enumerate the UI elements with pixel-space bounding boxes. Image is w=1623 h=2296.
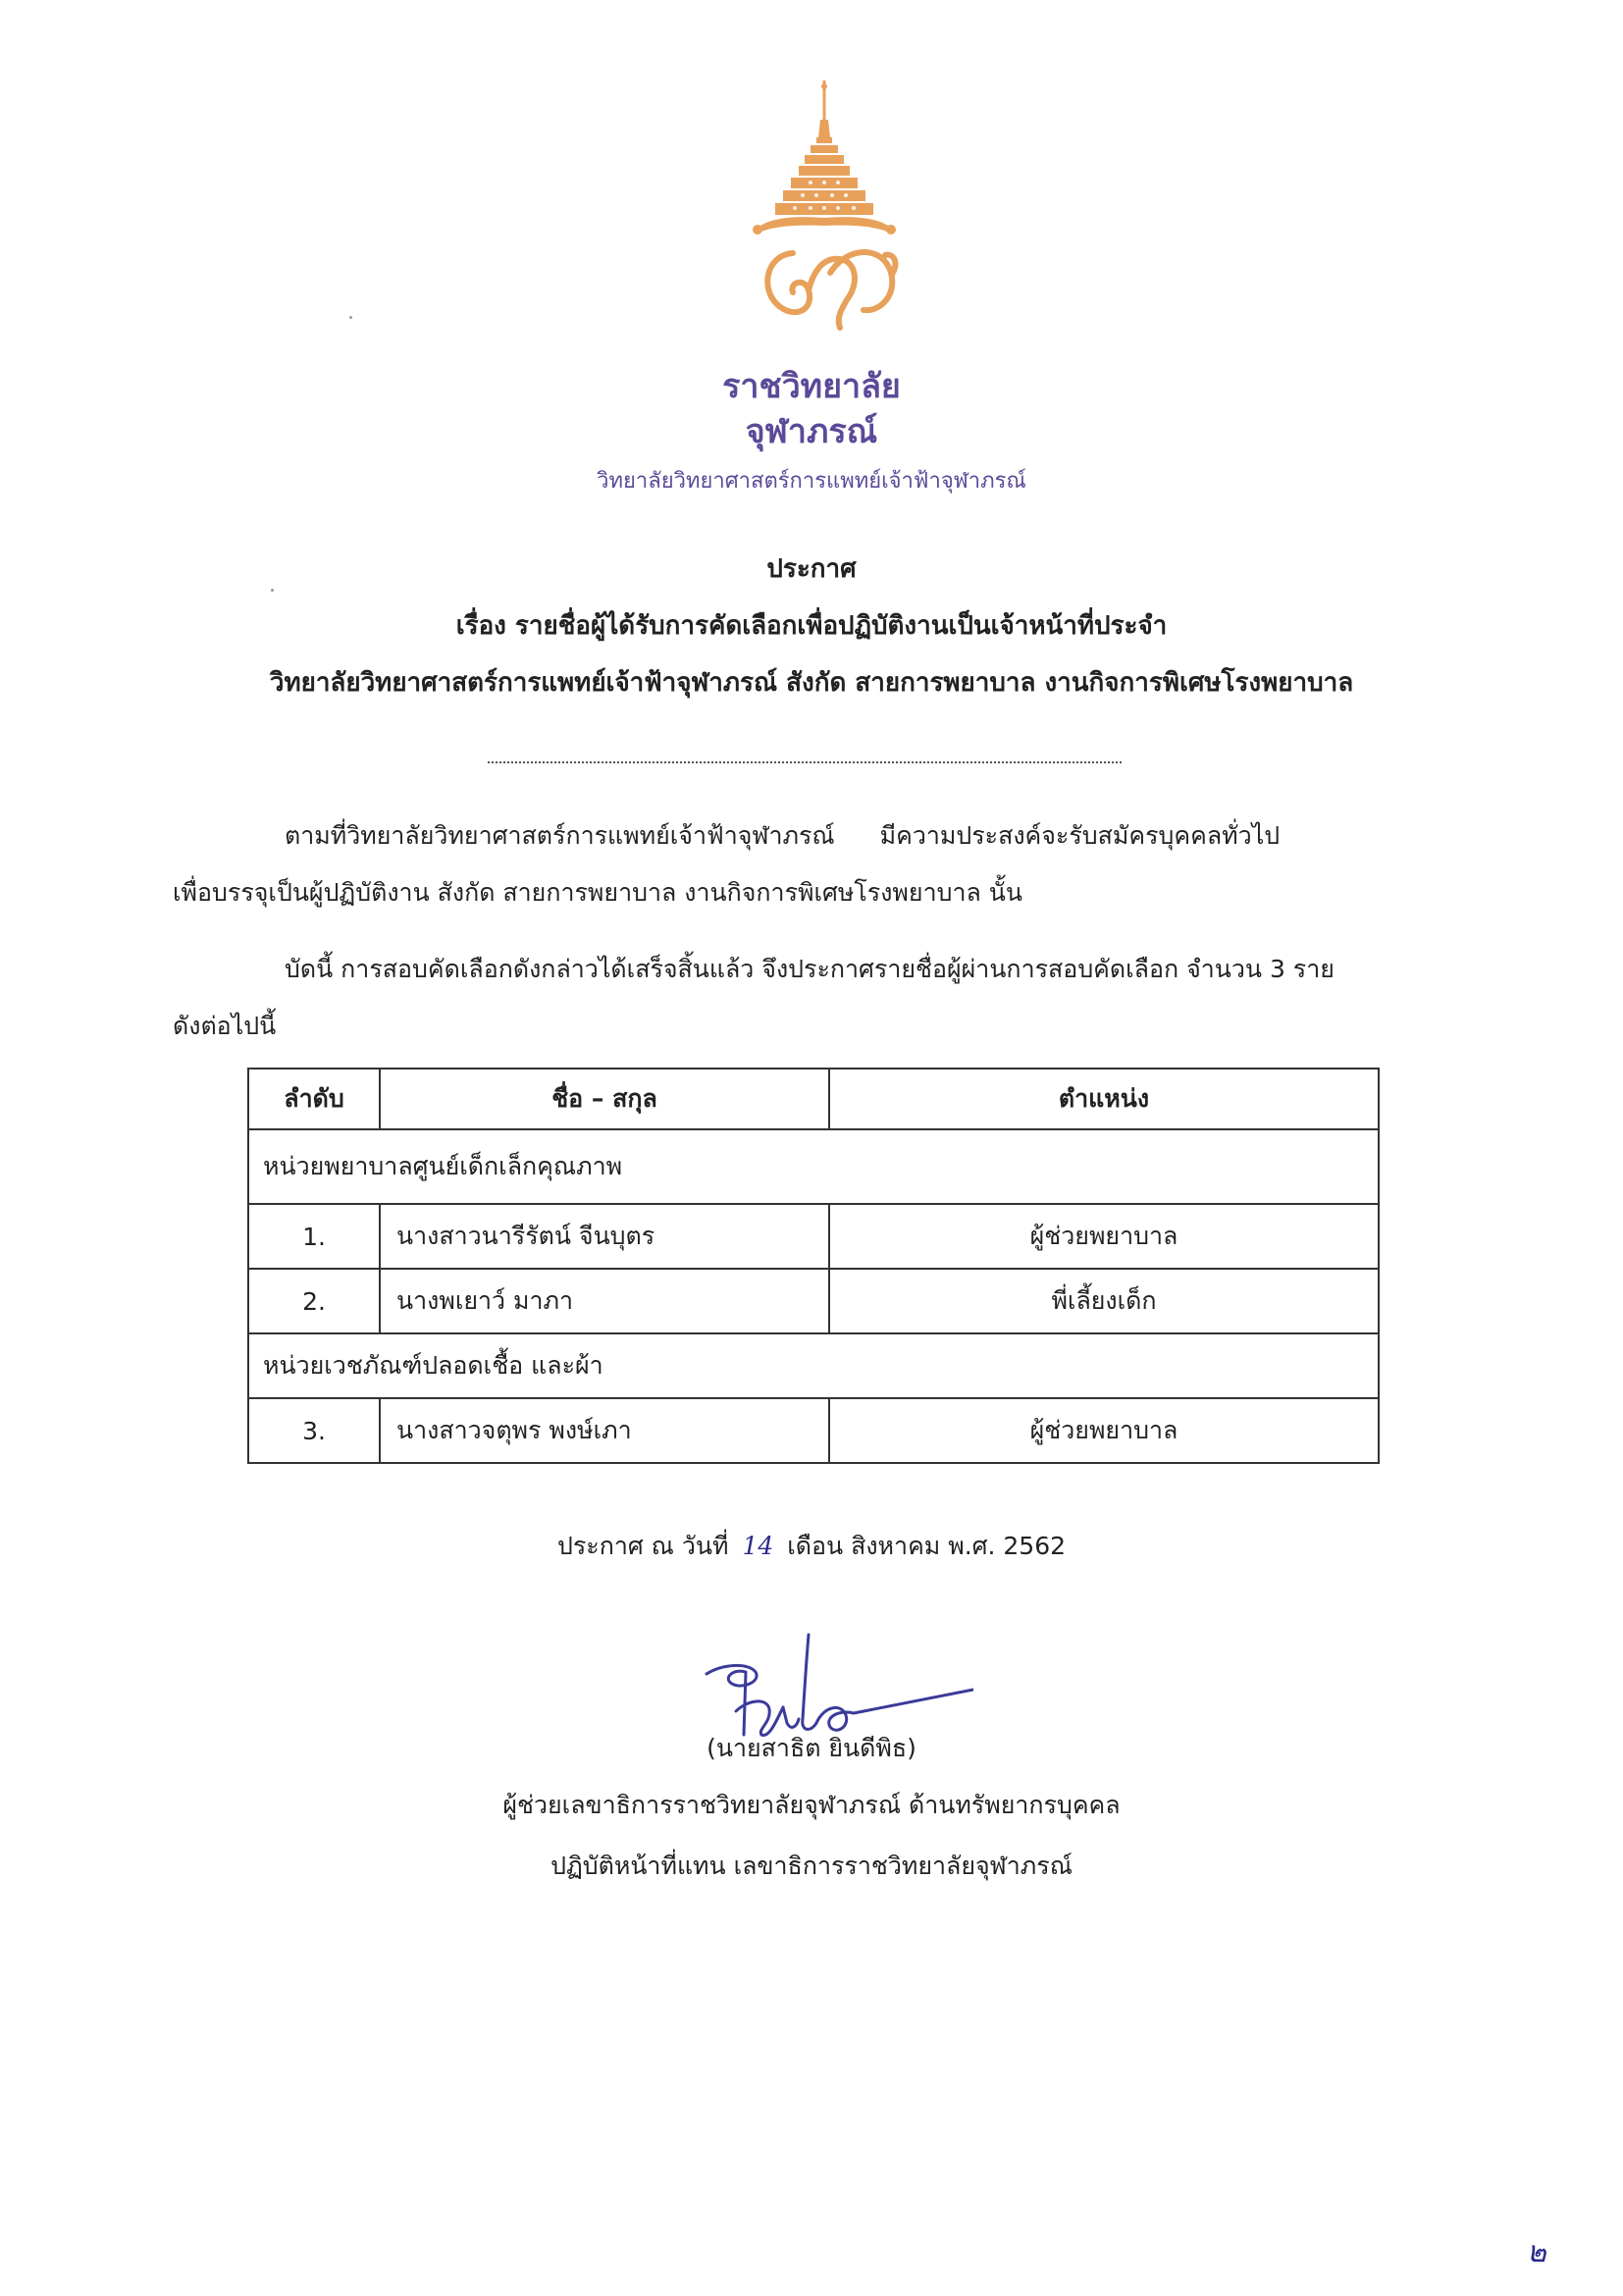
row-name: นางสาวนารีรัตน์ จีนบุตร [381, 1205, 830, 1268]
announcement-title: ประกาศ [766, 554, 857, 584]
date-suffix: เดือน สิงหาคม พ.ศ. 2562 [787, 1532, 1067, 1560]
row-number: 1. [249, 1205, 381, 1268]
scan-speck [271, 589, 274, 592]
table-row [249, 1397, 1378, 1462]
row-position: ผู้ช่วยพยาบาล [1029, 1222, 1178, 1250]
paragraph-1-part-1: ตามที่วิทยาลัยวิทยาศาสตร์การแพทย์เจ้าฟ้าจุฬาภรณ์ [285, 821, 835, 850]
table-unit-row [249, 1128, 1378, 1203]
row-name: นางพเยาว์ มาภา [381, 1270, 830, 1332]
paragraph-1-line-2: เพื่อบรรจุเป็นผู้ปฏิบัติงาน สังกัด สายการพยาบาล งานกิจการพิเศษโรงพยาบาล นั้น [173, 878, 1022, 907]
paragraph-2-line-2: ดังต่อไปนี้ [173, 1012, 277, 1040]
institution-subtitle: วิทยาลัยวิทยาศาสตร์การแพทย์เจ้าฟ้าจุฬาภรณ์ [597, 469, 1026, 494]
header-order: ลำดับ [249, 1070, 381, 1128]
header-name: ชื่อ – สกุล [381, 1070, 830, 1128]
row-position: ผู้ช่วยพยาบาล [1029, 1416, 1178, 1444]
table-header-row [249, 1070, 1378, 1128]
announcement-subject-line1: เรื่อง รายชื่อผู้ได้รับการคัดเลือกเพื่อปฏิบัติงานเป็นเจ้าหน้าที่ประจำ [455, 611, 1168, 641]
row-name: นางสาวจตุพร พงษ์เภา [381, 1399, 830, 1462]
handwritten-day: 14 [742, 1532, 774, 1560]
unit-label: หน่วยพยาบาลศูนย์เด็กเล็กคุณภาพ [263, 1152, 623, 1180]
signatory-title-line1: ผู้ช่วยเลขาธิการราชวิทยาลัยจุฬาภรณ์ ด้านทรัพยากรบุคคล [502, 1791, 1121, 1819]
dotted-divider [488, 761, 1122, 763]
crown-monogram-emblem-icon [746, 80, 903, 338]
page-mark: ๒ [1527, 2235, 1546, 2270]
unit-label: หน่วยเวชภัณฑ์ปลอดเชื้อ และผ้า [263, 1351, 603, 1380]
scan-speck [349, 316, 352, 319]
paragraph-1-part-2: มีความประสงค์จะรับสมัครบุคคลทั่วไป [879, 821, 1281, 850]
header-position: ตำแหน่ง [1058, 1084, 1150, 1113]
table-row [249, 1203, 1378, 1268]
selected-candidates-table [247, 1068, 1380, 1464]
row-number: 3. [249, 1399, 381, 1462]
institution-name-line2: จุฬาภรณ์ [745, 412, 878, 451]
table-unit-row [249, 1332, 1378, 1397]
table-row [249, 1268, 1378, 1332]
date-prefix: ประกาศ ณ วันที่ [556, 1532, 729, 1560]
row-position: พี่เลี้ยงเด็ก [1051, 1286, 1157, 1315]
announcement-subject-line2: วิทยาลัยวิทยาศาสตร์การแพทย์เจ้าฟ้าจุฬาภรณ์ สังกัด สายการพยาบาล งานกิจการพิเศษโรงพยาบาล [269, 668, 1354, 698]
paragraph-1-line-1 [285, 816, 1442, 856]
institution-name-line1: ราชวิทยาลัย [722, 367, 901, 406]
announcement-date [0, 1527, 1623, 1566]
signatory-title-line2: ปฏิบัติหน้าที่แทน เลขาธิการราชวิทยาลัยจุฬาภรณ์ [550, 1852, 1073, 1880]
row-number: 2. [249, 1270, 381, 1332]
signatory-name: (นายสาธิต ยินดีพิธ) [707, 1734, 916, 1762]
paragraph-2-line-1: บัดนี้ การสอบคัดเลือกดังกล่าวได้เสร็จสิ้นแล้ว จึงประกาศรายชื่อผู้ผ่านการสอบคัดเลือก จำนวน 3 ราย [285, 955, 1335, 983]
